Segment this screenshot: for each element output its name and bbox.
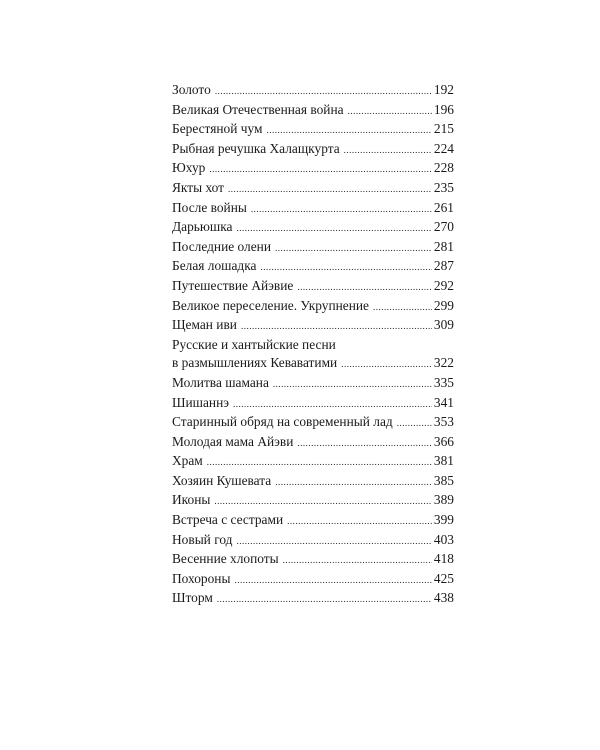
toc-entry-page: 353 <box>433 414 454 430</box>
toc-entry-2 <box>172 120 454 140</box>
toc-entry-page: 399 <box>433 512 454 528</box>
toc-entry-page: 196 <box>433 101 454 117</box>
dot-leader <box>373 298 432 317</box>
toc-entry-page: 192 <box>433 82 454 97</box>
dot-leader <box>397 414 432 433</box>
toc-entry-title: Иконы <box>172 492 211 508</box>
toc-entry-page: 335 <box>433 374 454 390</box>
toc-entry-5 <box>172 179 454 199</box>
toc-entry-8 <box>172 238 454 258</box>
dot-leader <box>275 473 432 492</box>
dot-leader <box>241 317 432 336</box>
toc-entry-title: Молитва шамана <box>172 374 269 390</box>
toc-entry-page: 341 <box>433 394 454 410</box>
toc-entry-title: Шишаннэ <box>172 394 230 410</box>
toc-entry-10 <box>172 277 454 297</box>
toc-entry-3 <box>172 140 454 160</box>
toc-entry-page: 281 <box>433 238 454 254</box>
toc-entry-21 <box>172 511 454 531</box>
toc-entry-title: Дарьюшка <box>172 219 233 235</box>
toc-entry-page: 418 <box>433 551 454 567</box>
toc-entry-page: 309 <box>433 317 454 333</box>
toc-entry-page: 224 <box>433 140 454 156</box>
toc-entry-page: 403 <box>433 531 454 547</box>
toc-entry-page: 235 <box>433 179 454 195</box>
dot-leader <box>287 512 432 531</box>
toc-entry-title: Новый год <box>172 531 233 547</box>
toc-entry-11 <box>172 297 454 317</box>
dot-leader <box>207 453 432 472</box>
toc-entry-page: 228 <box>433 160 454 176</box>
toc-entry-title: Последние олени <box>172 238 272 254</box>
dot-leader <box>209 160 432 179</box>
toc-entry-page: 299 <box>433 297 454 313</box>
toc-entry-title: Весенние хлопоты <box>172 551 279 567</box>
toc-entry-title-line1: Русские и хантыйские песни <box>172 336 336 352</box>
dot-leader <box>283 551 432 570</box>
toc-entry-title: Золото <box>172 82 211 97</box>
toc-entry-title: Рыбная речушка Халащкурта <box>172 140 340 156</box>
dot-leader <box>236 219 431 238</box>
toc-entry-title: Хозяин Кушевата <box>172 472 272 488</box>
dot-leader <box>348 102 432 121</box>
dot-leader <box>275 239 432 258</box>
toc-entry-page: 215 <box>433 121 454 137</box>
toc-entry-title: После войны <box>172 199 247 215</box>
toc-entry-title: Молодая мама Айэви <box>172 433 294 449</box>
dot-leader <box>251 200 432 219</box>
dot-leader <box>214 492 432 511</box>
toc-entry-page: 292 <box>433 277 454 293</box>
toc-entry-4 <box>172 159 454 179</box>
toc-entry-page: 366 <box>433 433 454 449</box>
toc-entry-title: Путешествие Айэвие <box>172 277 294 293</box>
toc-entry-page: 381 <box>433 453 454 469</box>
dot-leader <box>236 532 431 551</box>
toc-entry-title: Белая лошадка <box>172 258 257 274</box>
toc-entry-title: Берестяной чум <box>172 121 263 137</box>
dot-leader <box>273 375 432 394</box>
table-of-contents <box>172 81 454 609</box>
toc-entry-16 <box>172 413 454 433</box>
dot-leader <box>341 355 432 374</box>
dot-leader <box>233 395 432 414</box>
toc-entry-title: Юхур <box>172 160 206 176</box>
toc-entry-title: Похороны <box>172 570 231 586</box>
dot-leader <box>297 434 431 453</box>
toc-entry-page: 385 <box>433 472 454 488</box>
toc-entry-18 <box>172 452 454 472</box>
toc-entry-title: Храм <box>172 453 203 469</box>
toc-entry-page: 261 <box>433 199 454 215</box>
toc-entry-22 <box>172 531 454 551</box>
dot-leader <box>344 141 432 160</box>
toc-entry-23 <box>172 550 454 570</box>
toc-entry-title: Встреча с сестрами <box>172 512 284 528</box>
toc-entry-page: 389 <box>433 492 454 508</box>
toc-entry-page: 287 <box>433 258 454 274</box>
toc-entry-title: Великая Отечественная война <box>172 101 344 117</box>
toc-entry-page: 322 <box>433 355 454 371</box>
toc-entry-12 <box>172 316 454 336</box>
dot-leader <box>267 121 432 140</box>
toc-entry-0 <box>172 81 454 101</box>
toc-entry-1 <box>172 101 454 121</box>
dot-leader <box>217 590 432 609</box>
toc-entry-title: Шторм <box>172 590 213 606</box>
toc-entry-title: Великое переселение. Укрупнение <box>172 297 370 313</box>
toc-entry-25 <box>172 589 454 609</box>
toc-entry-13 <box>172 354 454 374</box>
toc-entry-17 <box>172 433 454 453</box>
toc-entry-title: в размышлениях Кеваватими <box>172 355 338 371</box>
toc-entry-24 <box>172 570 454 590</box>
toc-entry-title: Якты хот <box>172 179 225 195</box>
toc-entry-title: Старинный обряд на современный лад <box>172 414 393 430</box>
dot-leader <box>234 571 431 590</box>
toc-entry-19 <box>172 472 454 492</box>
dot-leader <box>215 82 432 101</box>
toc-entry-20 <box>172 491 454 511</box>
toc-entry-title: Щеман иви <box>172 317 237 333</box>
toc-entry-14 <box>172 374 454 394</box>
toc-entry-page: 270 <box>433 219 454 235</box>
toc-entry-page: 438 <box>433 590 454 606</box>
dot-leader <box>297 278 432 297</box>
toc-entry-7 <box>172 218 454 238</box>
toc-entry-15 <box>172 394 454 414</box>
dot-leader <box>260 258 431 277</box>
dot-leader <box>228 180 432 199</box>
toc-entry-page: 425 <box>433 570 454 586</box>
toc-entry-6 <box>172 199 454 219</box>
toc-entry-9 <box>172 257 454 277</box>
